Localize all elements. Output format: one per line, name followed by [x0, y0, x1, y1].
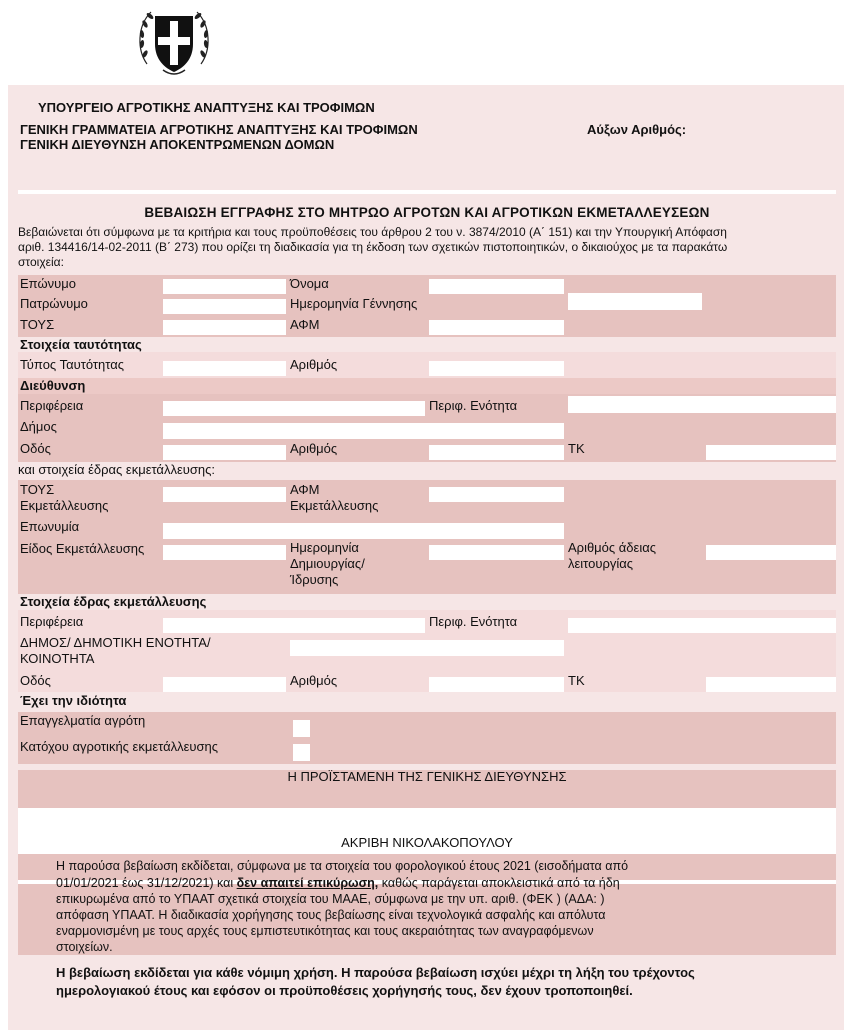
tk-label: ΤΚ — [568, 441, 585, 456]
holding-intro: και στοιχεία έδρας εκμετάλλευσης: — [18, 462, 215, 477]
id-section-title: Στοιχεία ταυτότητας — [20, 337, 142, 352]
id-band — [18, 352, 836, 378]
father-name-field — [163, 299, 286, 314]
final-statement-line-2: ημερολογιακού έτους και εφόσον οι προϋποθέσεις χορήγησής τους, δεν έχουν τροποποιηθεί. — [56, 983, 633, 998]
footer-line-2: 01/01/2021 έως 31/12/2021) και δεν απαιτεί επικύρωση, καθώς παράγεται αποκλειστικά από τα ήδη — [56, 876, 620, 890]
seat-street-label: Οδός — [20, 673, 51, 688]
signature-role: Η ΠΡΟΪΣΤΑΜΕΝΗ ΤΗΣ ΓΕΝΙΚΗΣ ΔΙΕΥΘΥΝΣΗΣ — [287, 769, 567, 784]
holding-name-field — [163, 523, 564, 539]
holding-owner-label: Κατόχου αγροτικής εκμετάλλευσης — [20, 739, 219, 754]
tk-field — [706, 445, 836, 460]
personal-details-band — [18, 275, 836, 337]
holding-afm-field — [429, 487, 564, 502]
afm-label: ΑΦΜ — [290, 317, 320, 332]
surname-label: Επώνυμο — [20, 276, 76, 291]
seat-tk-field — [706, 677, 836, 692]
intro-line-3: στοιχεία: — [18, 255, 64, 269]
address-section-title: Διεύθυνση — [20, 378, 86, 393]
street-number-label: Αριθμός — [290, 441, 338, 456]
serial-number-label: Αύξων Αριθμός: — [587, 122, 687, 137]
directorate-name: ΓΕΝΙΚΗ ΔΙΕΥΘΥΝΣΗ ΑΠΟΚΕΝΤΡΩΜΕΝΩΝ ΔΟΜΩΝ — [20, 137, 335, 152]
holding-tous-field — [163, 487, 286, 502]
seat-section-title: Στοιχεία έδρας εκμετάλλευσης — [20, 594, 207, 609]
holding-type-field — [163, 545, 286, 560]
street-field — [163, 445, 286, 460]
street-number-field — [429, 445, 564, 460]
afm-field — [429, 320, 564, 335]
seat-region-field — [163, 618, 425, 633]
region-field — [163, 401, 425, 416]
regional-unit-label: Περιφ. Ενότητα — [429, 398, 518, 413]
seat-municipality-label: ΔΗΜΟΣ/ ΔΗΜΟΤΙΚΗ ΕΝΟΤΗΤΑ/ ΚΟΙΝΟΤΗΤΑ — [20, 635, 211, 666]
tous-label: ΤΟΥΣ — [20, 317, 55, 332]
greek-emblem-icon — [133, 4, 215, 80]
holding-date-label: Ημερομηνία Δημιουργίας/ Ίδρυσης — [290, 540, 365, 587]
footer-line-5: εναρμονισμένη με τους αρχές τους εμπιστευτικότητας και τους ακεραιότητας των αναγραφόμενων — [56, 924, 594, 938]
divider — [18, 190, 836, 194]
seat-street-field — [163, 677, 286, 692]
region-label: Περιφέρεια — [20, 398, 84, 413]
final-statement-line-1: Η βεβαίωση εκδίδεται για κάθε νόμιμη χρήση. Η παρούσα βεβαίωση ισχύει μέχρι τη λήξη του τρέχοντος — [56, 965, 695, 980]
capacity-section-title: Έχει την ιδιότητα — [20, 693, 127, 708]
holding-date-field — [429, 545, 564, 560]
id-number-label: Αριθμός — [290, 357, 338, 372]
seat-tk-label: ΤΚ — [568, 673, 585, 688]
address-title-band — [18, 378, 836, 394]
document-title: ΒΕΒΑΙΩΣΗ ΕΓΓΡΑΦΗΣ ΣΤΟ ΜΗΤΡΩΟ ΑΓΡΟΤΩΝ ΚΑΙ ΑΓΡΟΤΙΚΩΝ ΕΚΜΕΤΑΛΛΕΥΣΕΩΝ — [144, 205, 710, 220]
signatory-name: ΑΚΡΙΒΗ ΝΙΚΟΛΑΚΟΠΟΥΛΟΥ — [341, 835, 513, 850]
seat-region-label: Περιφέρεια — [20, 614, 84, 629]
regional-unit-field — [568, 396, 836, 413]
seat-regional-unit-label: Περιφ. Ενότητα — [429, 614, 518, 629]
secretariat-name: ΓΕΝΙΚΗ ΓΡΑΜΜΑΤΕΙΑ ΑΓΡΟΤΙΚΗΣ ΑΝΑΠΤΥΞΗΣ ΚΑΙ ΤΡΟΦΙΜΩΝ — [20, 122, 418, 137]
birthdate-field — [568, 293, 702, 310]
professional-farmer-label: Επαγγελματία αγρότη — [20, 713, 146, 728]
father-name-label: Πατρώνυμο — [20, 296, 88, 311]
surname-field — [163, 279, 286, 294]
name-field — [429, 279, 564, 294]
holding-name-label: Επωνυμία — [20, 519, 80, 534]
tous-field — [163, 320, 286, 335]
id-type-field — [163, 361, 286, 376]
seat-number-field — [429, 677, 564, 692]
seat-regional-unit-field — [568, 618, 836, 633]
footer-line-3: επικυρωμένα από το ΥΠΑΑΤ σχετικά στοιχεία του ΜΑΑΕ, σύμφωνα με την υπ. αριθ. (ΦΕΚ ) (ΑΔΑ: ) — [56, 892, 605, 906]
municipality-label: Δήμος — [20, 419, 57, 434]
intro-line-2: αριθ. 134416/14-02-2011 (Β΄ 273) που ορίζει τη διαδικασία για τη έκδοση των σχετικών πιστοποιητικών, ο δικαιούχος με τα παρακάτω — [18, 240, 728, 254]
ministry-name: ΥΠΟΥΡΓΕΙΟ ΑΓΡΟΤΙΚΗΣ ΑΝΑΠΤΥΞΗΣ ΚΑΙ ΤΡΟΦΙΜΩΝ — [38, 100, 375, 115]
professional-farmer-checkbox[interactable] — [293, 720, 310, 737]
seat-municipality-field — [290, 640, 564, 656]
footer-line-6: στοιχείων. — [56, 940, 113, 954]
holding-tous-label: ΤΟΥΣ Εκμετάλλευσης — [20, 482, 109, 513]
name-label: Όνομα — [290, 276, 329, 291]
municipality-field — [163, 423, 564, 439]
street-label: Οδός — [20, 441, 51, 456]
birthdate-label: Ημερομηνία Γέννησης — [290, 296, 418, 311]
holding-afm-label: ΑΦΜ Εκμετάλλευσης — [290, 482, 379, 513]
intro-line-1: Βεβαιώνεται ότι σύμφωνα με τα κριτήρια και τους προϋποθέσεις του άρθρου 2 του ν. 3874/2010 (Α΄ 151) και την Υπουργική Απόφαση — [18, 225, 727, 239]
holding-owner-checkbox[interactable] — [293, 744, 310, 761]
footer-line-1: Η παρούσα βεβαίωση εκδίδεται, σύμφωνα με τα στοιχεία του φορολογικού έτους 2021 (εισοδήματα από — [56, 859, 629, 873]
seat-number-label: Αριθμός — [290, 673, 338, 688]
holding-type-label: Είδος Εκμετάλλευσης — [20, 541, 145, 556]
license-number-field — [706, 545, 836, 560]
id-number-field — [429, 361, 564, 376]
footer-line-4: απόφαση ΥΠΑΑΤ. Η διαδικασία χορήγησης τους βεβαίωσης είναι τεχνολογικά ασφαλής και απόλυτα — [56, 908, 606, 922]
license-number-label: Αριθμός άδειας λειτουργίας — [568, 540, 656, 571]
id-type-label: Τύπος Ταυτότητας — [20, 357, 124, 372]
